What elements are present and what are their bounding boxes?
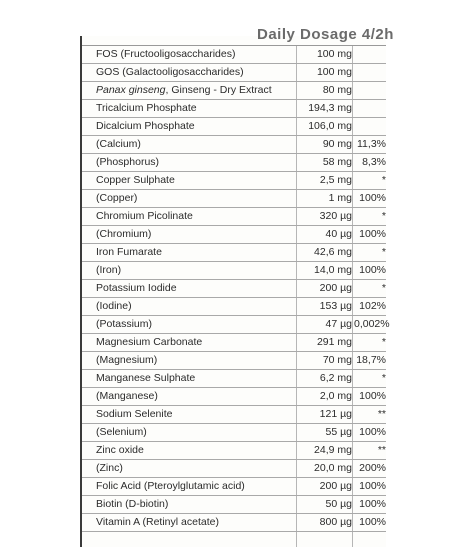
ingredient-name-text: GOS (Galactooligosaccharides): [96, 66, 244, 78]
table-row: [82, 334, 386, 352]
ingredient-rda: 0,002%: [354, 318, 390, 330]
table-row: [82, 154, 386, 172]
ingredient-amount: 200 µg: [319, 480, 352, 492]
ingredient-name: [96, 154, 296, 171]
ingredient-name: [96, 388, 296, 405]
ingredient-amount: 42,6 mg: [314, 246, 352, 258]
ingredient-name: [96, 226, 296, 243]
ingredient-name: [96, 208, 296, 225]
ingredient-amount: 121 µg: [319, 408, 352, 420]
ingredient-name: [96, 496, 296, 513]
ingredient-rda: 100%: [359, 498, 386, 510]
ingredient-name: [96, 118, 296, 135]
ingredient-name: [96, 424, 296, 441]
ingredient-name: [96, 64, 296, 81]
ingredient-rda: **: [377, 444, 386, 456]
table-row: [82, 190, 386, 208]
ingredient-amount: 2,0 mg: [319, 390, 352, 402]
ingredient-rda: *: [381, 210, 386, 222]
ingredient-amount: 50 µg: [325, 498, 352, 510]
table-row: [82, 208, 386, 226]
ingredient-name-text: Vitamin A (Retinyl acetate): [96, 516, 219, 528]
ingredient-rda: 100%: [359, 516, 386, 528]
table-row: [82, 514, 386, 532]
ingredient-name: [96, 406, 296, 423]
ingredient-rda: 8,3%: [362, 156, 386, 168]
ingredient-rda: 100%: [359, 426, 386, 438]
ingredient-rda: 18,7%: [356, 354, 386, 366]
ingredient-rda: *: [381, 336, 386, 348]
ingredient-amount: 291 mg: [316, 336, 352, 348]
ingredient-name: [96, 370, 296, 387]
ingredient-name-text: (Iodine): [96, 300, 132, 312]
table-row: [82, 46, 386, 64]
ingredient-name: [96, 244, 296, 261]
table-row: [82, 298, 386, 316]
ingredient-rda: 100%: [359, 228, 386, 240]
table-row: [82, 316, 390, 334]
ingredient-name-text: Tricalcium Phosphate: [96, 102, 197, 114]
table-row: [82, 100, 386, 118]
ingredient-name: [96, 514, 296, 531]
ingredient-name-text: Chromium Picolinate: [96, 210, 193, 222]
table-row: [82, 82, 386, 100]
table-row: [82, 136, 386, 154]
ingredient-rda: *: [381, 174, 386, 186]
table-row: [82, 478, 386, 496]
ingredient-name-italic: Panax ginseng: [96, 84, 166, 96]
table-row: [82, 496, 386, 514]
ingredient-name-text: (Calcium): [96, 138, 141, 150]
ingredient-amount: 40 µg: [325, 228, 352, 240]
ingredient-name: [96, 100, 296, 117]
ingredient-name-text: (Zinc): [96, 462, 123, 474]
ingredient-name-text: (Copper): [96, 192, 138, 204]
ingredient-amount: 100 mg: [316, 48, 352, 60]
ingredient-name: [96, 262, 296, 279]
ingredient-name: [96, 316, 296, 333]
ingredient-rda: 100%: [359, 192, 386, 204]
ingredient-rda: *: [381, 282, 386, 294]
ingredient-rda: 100%: [359, 390, 386, 402]
ingredient-name-text: (Chromium): [96, 228, 152, 240]
ingredient-rda: 102%: [359, 300, 386, 312]
table-row: [82, 280, 386, 298]
ingredient-amount: 106,0 mg: [308, 120, 352, 132]
ingredient-amount: 153 µg: [319, 300, 352, 312]
ingredient-name-text: Magnesium Carbonate: [96, 336, 203, 348]
ingredient-name-text: (Selenium): [96, 426, 147, 438]
ingredient-name-text: (Manganese): [96, 390, 158, 402]
table-row: [82, 64, 386, 82]
table-row: [82, 352, 386, 370]
ingredient-name: [96, 172, 296, 189]
ingredient-amount: 200 µg: [319, 282, 352, 294]
ingredient-name-text: Dicalcium Phosphate: [96, 120, 195, 132]
table-row: [82, 442, 386, 460]
table-row: [82, 460, 386, 478]
table-row: [82, 424, 386, 442]
ingredient-name: [96, 82, 296, 99]
ingredient-rda: 100%: [359, 480, 386, 492]
ingredient-name-text: , Ginseng - Dry Extract: [165, 84, 272, 96]
ingredient-name-text: Folic Acid (Pteroylglutamic acid): [96, 480, 245, 492]
ingredient-name: [96, 46, 296, 63]
ingredient-rda: 11,3%: [357, 138, 386, 150]
ingredient-amount: 2,5 mg: [319, 174, 352, 186]
table-row: [82, 370, 386, 388]
ingredient-amount: 80 mg: [322, 84, 352, 96]
ingredient-amount: 20,0 mg: [314, 462, 352, 474]
ingredient-name-text: (Phosphorus): [96, 156, 160, 168]
ingredient-name-text: (Potassium): [96, 318, 153, 330]
ingredient-name: [96, 460, 296, 477]
ingredient-amount: 70 mg: [322, 354, 352, 366]
ingredient-amount: 1 mg: [328, 192, 352, 204]
ingredient-amount: 24,9 mg: [314, 444, 352, 456]
ingredient-name-text: Copper Sulphate: [96, 174, 175, 186]
ingredient-amount: 6,2 mg: [319, 372, 352, 384]
ingredient-name: [96, 190, 296, 207]
table-row: [82, 388, 386, 406]
ingredient-name-text: Iron Fumarate: [96, 246, 162, 258]
ingredient-name-text: (Magnesium): [96, 354, 158, 366]
ingredient-amount: 90 mg: [322, 138, 352, 150]
ingredient-name: [96, 352, 296, 369]
cut-off-row: [82, 538, 386, 547]
ingredient-rda: *: [381, 372, 386, 384]
ingredient-amount: 14,0 mg: [314, 264, 352, 276]
ingredient-name: [96, 334, 296, 351]
ingredient-amount: 55 µg: [325, 426, 352, 438]
ingredient-amount: 320 µg: [319, 210, 352, 222]
ingredient-amount: 58 mg: [322, 156, 352, 168]
ingredient-name: [96, 478, 296, 495]
ingredient-name: [96, 442, 296, 459]
ingredient-amount: 100 mg: [316, 66, 352, 78]
table-row: [82, 262, 386, 280]
ingredient-name-text: Biotin (D-biotin): [96, 498, 169, 510]
header-text: Daily Dosage 4/2h: [257, 26, 394, 43]
ingredient-amount: 800 µg: [319, 516, 352, 528]
ingredient-name: [96, 136, 296, 153]
ingredient-name-text: Manganese Sulphate: [96, 372, 196, 384]
ingredient-amount: 47 µg: [325, 318, 352, 330]
ingredient-amount: 194,3 mg: [308, 102, 352, 114]
ingredient-name-text: Potassium Iodide: [96, 282, 177, 294]
ingredient-rda: 100%: [359, 264, 386, 276]
ingredient-name-text: (Iron): [96, 264, 122, 276]
table-row: [82, 226, 386, 244]
table-row: [82, 172, 386, 190]
ingredient-name-text: FOS (Fructooligosaccharides): [96, 48, 236, 60]
ingredient-rda: **: [377, 408, 386, 420]
ingredient-name-text: Sodium Selenite: [96, 408, 173, 420]
ingredient-rda: 200%: [359, 462, 386, 474]
nutrient-table: [82, 46, 390, 532]
ingredient-name: [96, 298, 296, 315]
table-row: [82, 118, 386, 136]
ingredient-rda: *: [381, 246, 386, 258]
ingredient-name-text: Zinc oxide: [96, 444, 144, 456]
ingredient-name: [96, 280, 296, 297]
table-row: [82, 406, 386, 424]
table-row: [82, 244, 386, 262]
